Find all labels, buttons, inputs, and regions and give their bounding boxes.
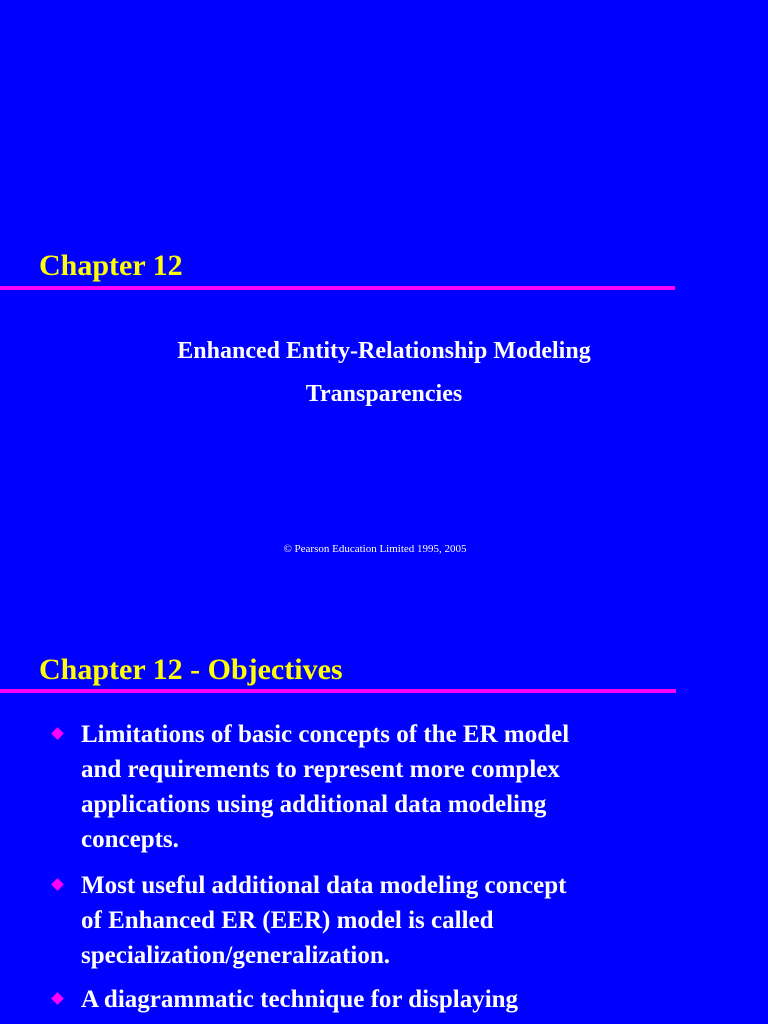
objective-text [81,717,721,857]
objective-line: concepts. [81,826,179,853]
objective-line: of Enhanced ER (EER) model is called [81,907,494,934]
objective-text [81,982,721,1017]
diamond-bullet-icon [51,878,64,891]
objective-text [81,868,721,973]
slide-1-title: Chapter 12 [39,249,183,282]
objective-line: A diagrammatic technique for displaying [81,986,519,1013]
objective-line: applications using additional data modeling [81,791,547,818]
slide-1-subtitle-line-2: Transparencies [305,381,463,407]
diamond-bullet-icon [51,992,64,1005]
objective-line: Limitations of basic concepts of the ER model [81,721,570,748]
copyright-notice: © Pearson Education Limited 1995, 2005 [283,543,467,555]
slide-1-subtitle-line-1: Enhanced Entity-Relationship Modeling [177,338,591,364]
objective-line: and requirements to represent more complex [81,756,560,783]
diamond-bullet-icon [51,727,64,740]
objective-line: Most useful additional data modeling concept [81,872,567,899]
slide-2-title: Chapter 12 - Objectives [39,653,343,686]
objective-line: specialization/generalization. [81,942,390,969]
